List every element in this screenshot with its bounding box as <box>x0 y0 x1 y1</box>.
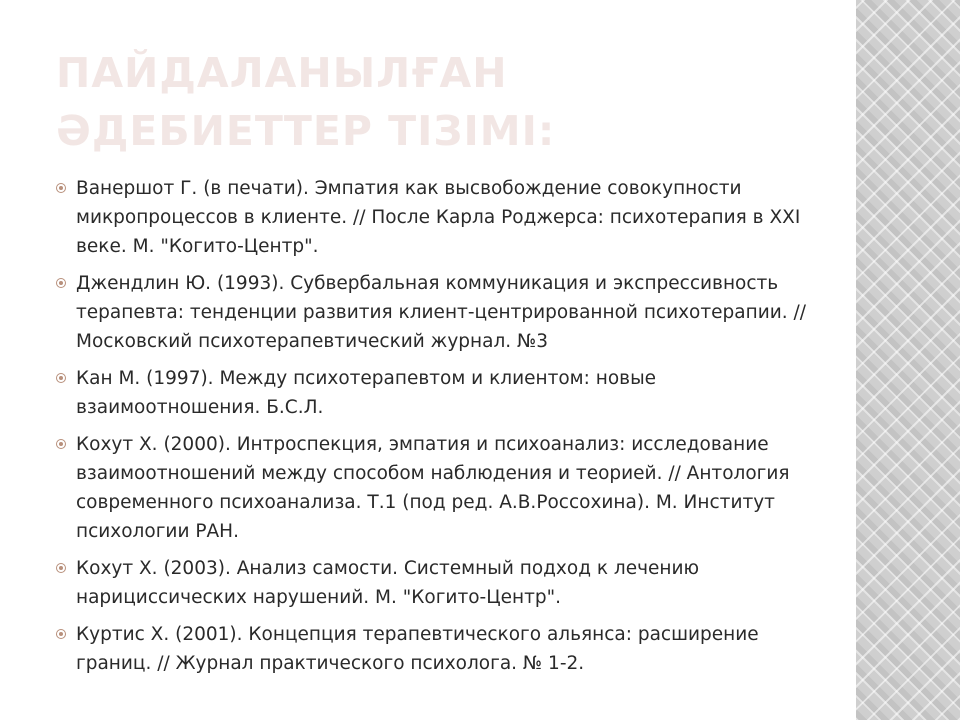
reference-item <box>56 620 816 678</box>
reference-text: Кан М. (1997). Между психотерапевтом и клиентом: новые взаимоотношения. Б.С.Л. <box>76 368 657 418</box>
reference-text: Кохут Х. (2000). Интроспекция, эмпатия и психоанализ: исследование взаимоотношений между способом наблюдения и теорией. // Антология современного психоанализа. Т.1 (под ред. А.В.Россохина). М. Институт психологии РАН. <box>76 434 790 542</box>
reference-item <box>56 430 816 546</box>
circle-bullet-icon <box>56 563 66 573</box>
reference-text: Куртис Х. (2001). Концепция терапевтического альянса: расширение границ. // Журнал практического психолога. № 1-2. <box>76 624 759 674</box>
reference-item <box>56 364 816 422</box>
reference-text: Кохут Х. (2003). Анализ самости. Системный подход к лечению нарициссических нарушений. М. "Когито-Центр". <box>76 558 700 608</box>
circle-bullet-icon <box>56 439 66 449</box>
reference-list <box>56 174 816 686</box>
reference-item <box>56 269 816 356</box>
circle-bullet-icon <box>56 373 66 383</box>
reference-item <box>56 554 816 612</box>
slide-title <box>56 44 816 160</box>
decorative-side-pattern <box>856 0 960 720</box>
reference-item <box>56 174 816 261</box>
reference-text: Джендлин Ю. (1993). Субвербальная коммуникация и экспрессивность терапевта: тенденции развития клиент-центрированной психотерапии. // Московский психотерапевтический журнал. №3 <box>76 273 806 352</box>
slide-title-line: ПАЙДАЛАНЫЛҒАН <box>56 49 508 97</box>
reference-text: Ванершот Г. (в печати). Эмпатия как высвобождение совокупности микропроцессов в клиенте. // После Карла Роджерса: психотерапия в XXI веке. М. "Когито-Центр". <box>76 178 801 257</box>
circle-bullet-icon <box>56 278 66 288</box>
circle-bullet-icon <box>56 629 66 639</box>
circle-bullet-icon <box>56 183 66 193</box>
slide-title-line: ӘДЕБИЕТТЕР ТІЗІМІ: <box>56 107 556 155</box>
